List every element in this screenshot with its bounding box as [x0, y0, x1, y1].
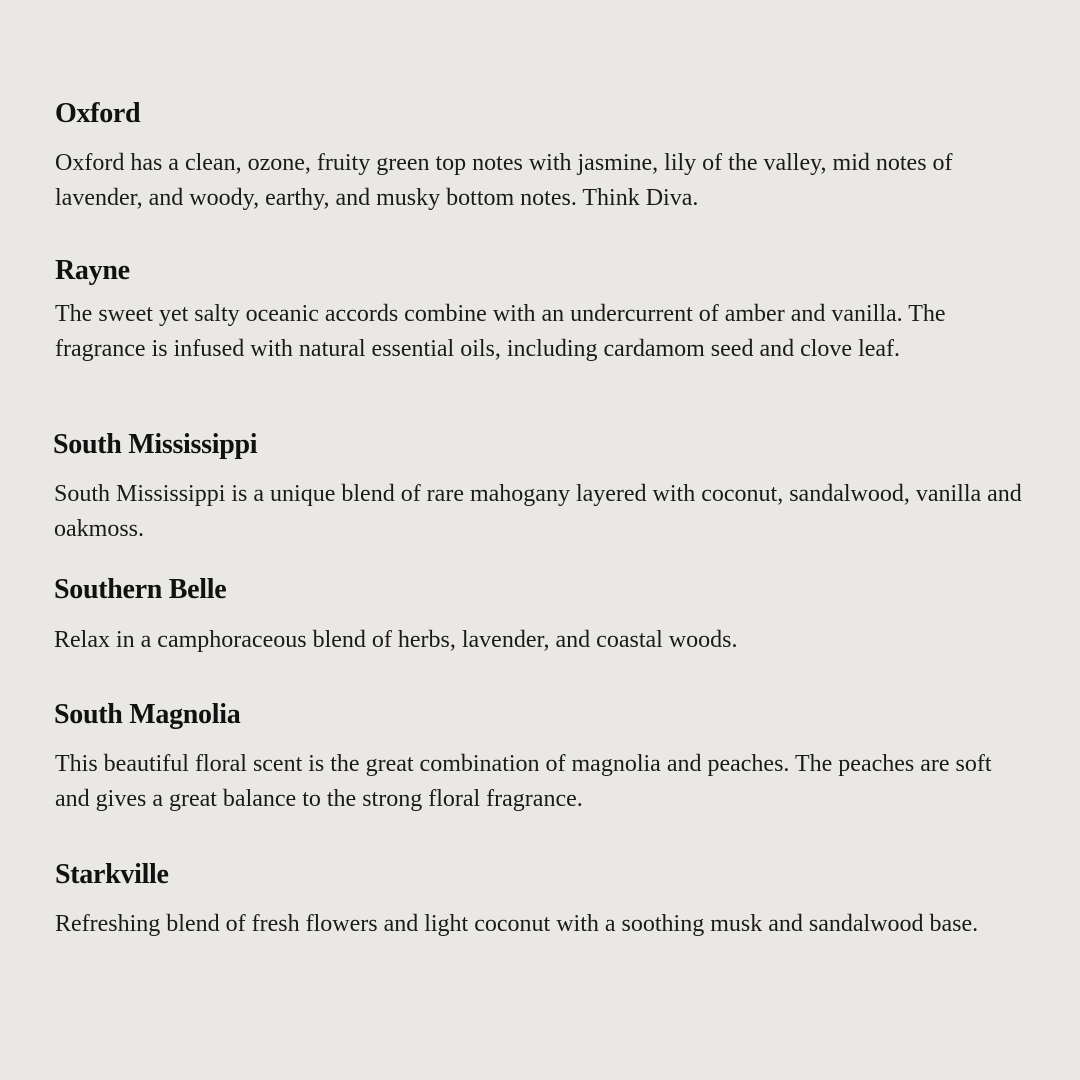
scent-title: South Mississippi — [53, 429, 258, 460]
scent-description: South Mississippi is a unique blend of rare mahogany layered with coconut, sandalwood, vanilla and oakmoss. — [54, 481, 1022, 542]
scent-description: Oxford has a clean, ozone, fruity green top notes with jasmine, lily of the valley, mid notes of lavender, and woody, earthy, and musky bottom notes. Think Diva. — [55, 150, 953, 211]
scent-entry-south-magnolia — [54, 698, 1029, 817]
scent-title: South Magnolia — [54, 699, 241, 730]
scent-description: This beautiful floral scent is the great combination of magnolia and peaches. The peaches are soft and gives a great balance to the strong floral fragrance. — [55, 751, 992, 812]
scent-entry-rayne — [55, 254, 1030, 367]
scent-description: The sweet yet salty oceanic accords combine with an undercurrent of amber and vanilla. The fragrance is infused with natural essential oils, including cardamom seed and clove leaf. — [55, 301, 946, 362]
scent-description: Refreshing blend of fresh flowers and light coconut with a soothing musk and sandalwood base. — [55, 911, 979, 937]
scent-entry-south-mississippi — [53, 428, 1028, 547]
scent-title: Rayne — [55, 255, 130, 286]
scent-entry-southern-belle — [54, 573, 1029, 658]
scent-entry-starkville — [55, 858, 1030, 942]
scent-description: Relax in a camphoraceous blend of herbs, lavender, and coastal woods. — [54, 627, 738, 653]
scent-entry-oxford — [55, 97, 1030, 216]
scent-title: Starkville — [55, 859, 169, 890]
scent-title: Oxford — [55, 98, 141, 129]
scent-title: Southern Belle — [54, 574, 227, 605]
